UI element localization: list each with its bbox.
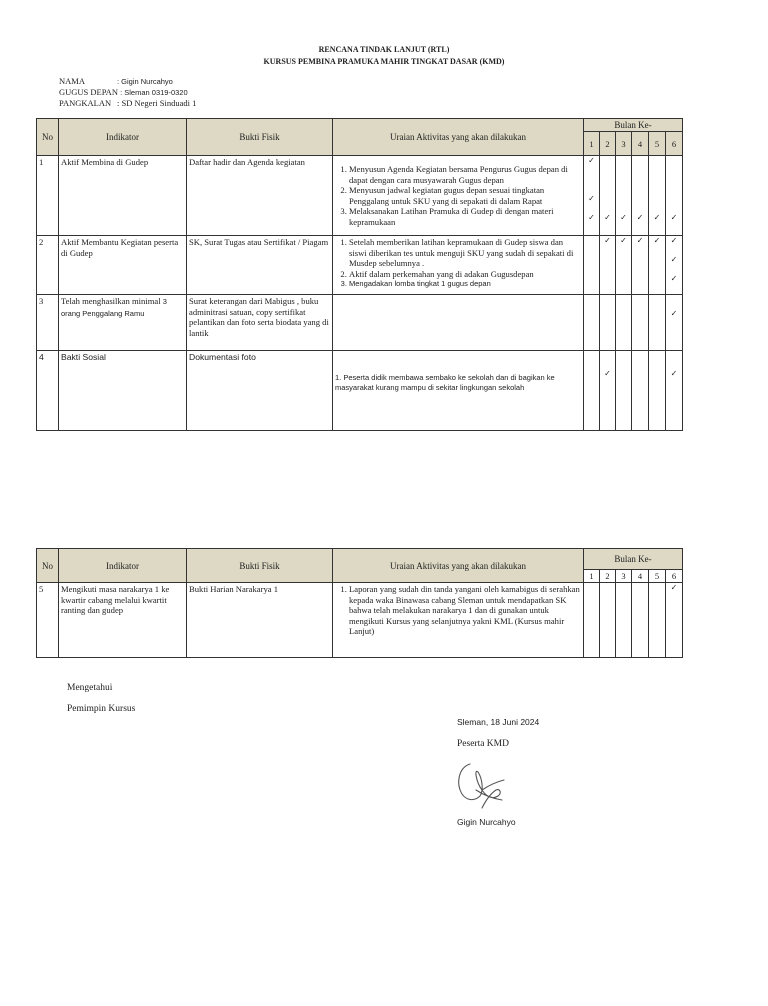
uraian-item: 1. Laporan yang sudah din tanda yangani oleh kamabigus di serahkan kepada waka Binawasa cabang Sleman untuk mendapatkan SK bahwa telah melakukan narakarya 1 dan di gunakan untuk mengikuti Kursus yang selanjutnya yakni KML (Kursus mahir Lanjut) [349, 584, 581, 637]
info-gugus [59, 87, 188, 98]
table-row [37, 351, 683, 431]
header-month: 1 [584, 132, 600, 156]
row-no: 5 [39, 584, 44, 594]
check-mark: ✓ [670, 309, 678, 318]
header-month: 2 [600, 570, 616, 583]
row-bukti: Surat keterangan dari Mabigus , buku adminitrasi satuan, copy sertifikat pelantikan dan foto serta biodata yang di lantik [189, 296, 329, 338]
check-mark: ✓ [636, 213, 644, 222]
header-month: 1 [584, 570, 600, 583]
header-uraian: Uraian Aktivitas yang akan dilakukan [333, 549, 584, 583]
row-bukti: Daftar hadir dan Agenda kegiatan [189, 157, 305, 167]
check-mark: ✓ [670, 255, 678, 264]
uraian-item: 2. Menyusun jadwal kegiatan gugus depan sesuai tingkatan Penggalang untuk SKU yang di sepakati di dalam Rapat [349, 185, 581, 206]
mengetahui-text: Mengetahui [67, 683, 113, 693]
check-mark: ✓ [653, 213, 661, 222]
signer-name: Gigin Nurcahyo [457, 817, 516, 827]
doc-title: RENCANA TINDAK LANJUT (RTL) [318, 45, 450, 54]
header-month: 3 [616, 570, 632, 583]
row-uraian-list [335, 237, 581, 290]
header-month: 5 [649, 132, 666, 156]
row-uraian-list [335, 164, 581, 227]
uraian-item: 1. Setelah memberikan latihan kepramukaan di Gudep siswa dan siswi diberikan tes untuk menguji SKU yang sudah di sepakati di Musdep sebelumnya . [349, 237, 581, 269]
row-uraian: 1. Peserta didik membawa sembako ke sekolah dan di bagikan ke masyarakat kurang mampu di sekitar lingkungan sekolah [335, 373, 555, 392]
rtl-table-2 [36, 548, 683, 658]
check-mark: ✓ [670, 369, 678, 378]
header-bulan: Bulan Ke- [584, 549, 683, 570]
check-mark: ✓ [588, 156, 595, 165]
indikator-text: Telah menghasilkan minimal [61, 296, 161, 306]
indikator-text: orang Penggalang Ramu [61, 308, 145, 318]
uraian-item: 3. Melaksanakan Latihan Pramuka di Gudep di dengan materi kepramukaan [349, 206, 581, 227]
row-no: 2 [39, 237, 44, 247]
header-month: 6 [666, 132, 683, 156]
table-row [37, 156, 683, 236]
table-row [37, 236, 683, 295]
header-month: 3 [616, 132, 632, 156]
row-bukti: Bukti Harian Narakarya 1 [189, 584, 279, 594]
header-no: No [37, 119, 59, 156]
check-mark: ✓ [670, 274, 678, 283]
rtl-table-1 [36, 118, 683, 431]
row-no: 4 [39, 352, 44, 362]
nama-value: : Gigin Nurcahyo [117, 77, 173, 86]
pangkalan-label: PANGKALAN [59, 98, 112, 108]
check-mark: ✓ [604, 213, 611, 222]
check-mark: ✓ [620, 236, 627, 245]
table-row [37, 295, 683, 351]
row-indikator: Mengikuti masa narakarya 1 ke kwartir cabang melalui kwartit ranting dan gudep [61, 584, 170, 615]
check-mark: ✓ [670, 213, 678, 222]
row-indikator: Aktif Membina di Gudep [61, 157, 149, 167]
uraian-item: 1. Menyusun Agenda Kegiatan bersama Pengurus Gugus depan di dapat dengan cara musyawarah Gugus depan [349, 164, 581, 185]
row-no: 3 [39, 296, 44, 306]
header-bukti: Bukti Fisik [187, 549, 333, 583]
header-indikator: Indikator [59, 119, 187, 156]
signature-image [452, 760, 522, 816]
check-mark: ✓ [588, 213, 595, 222]
pangkalan-value: : SD Negeri Sinduadi 1 [117, 98, 197, 108]
header-indikator: Indikator [59, 549, 187, 583]
header-month: 6 [666, 570, 683, 583]
check-mark: ✓ [670, 583, 678, 592]
check-mark: ✓ [620, 213, 627, 222]
uraian-item: 2. Aktif dalam perkemahan yang di adakan Gugusdepan [349, 269, 581, 280]
peserta-kmd-text: Peserta KMD [457, 739, 509, 749]
nama-label: NAMA [59, 76, 85, 86]
check-mark: ✓ [636, 236, 644, 245]
header-month: 2 [600, 132, 616, 156]
table-row [37, 583, 683, 658]
header-bulan: Bulan Ke- [584, 119, 683, 132]
check-mark: ✓ [670, 236, 678, 245]
gugus-value: : Sleman 0319-0320 [120, 88, 188, 97]
place-date-text: Sleman, 18 Juni 2024 [457, 717, 540, 727]
row-uraian-list [335, 584, 581, 637]
row-bukti: Dokumentasi foto [189, 352, 256, 362]
pemimpin-kursus-text: Pemimpin Kursus [67, 704, 136, 714]
header-no: No [37, 549, 59, 583]
uraian-item: 3. Mengadakan lomba tingkat 1 gugus depan [349, 279, 581, 290]
check-mark: ✓ [604, 369, 611, 378]
row-indikator [59, 295, 186, 320]
row-bukti: SK, Surat Tugas atau Sertifikat / Piagam [189, 237, 329, 247]
row-no: 1 [39, 157, 44, 167]
header-month: 5 [649, 570, 666, 583]
header-month: 4 [632, 132, 649, 156]
check-mark: ✓ [604, 236, 611, 245]
header-month: 4 [632, 570, 649, 583]
row-indikator: Bakti Sosial [61, 352, 106, 362]
gugus-label: GUGUS DEPAN [59, 87, 118, 97]
info-nama [59, 76, 173, 87]
indikator-number: 3 [162, 297, 167, 306]
row-indikator: Aktif Membantu Kegiatan peserta di Gudep [61, 237, 179, 258]
check-mark: ✓ [653, 236, 661, 245]
header-bukti: Bukti Fisik [187, 119, 333, 156]
doc-subtitle: KURSUS PEMBINA PRAMUKA MAHIR TINGKAT DASAR (KMD) [263, 57, 505, 66]
header-uraian: Uraian Aktivitas yang akan dilakukan [333, 119, 584, 156]
check-mark: ✓ [588, 194, 595, 203]
info-pangkalan [59, 98, 196, 109]
